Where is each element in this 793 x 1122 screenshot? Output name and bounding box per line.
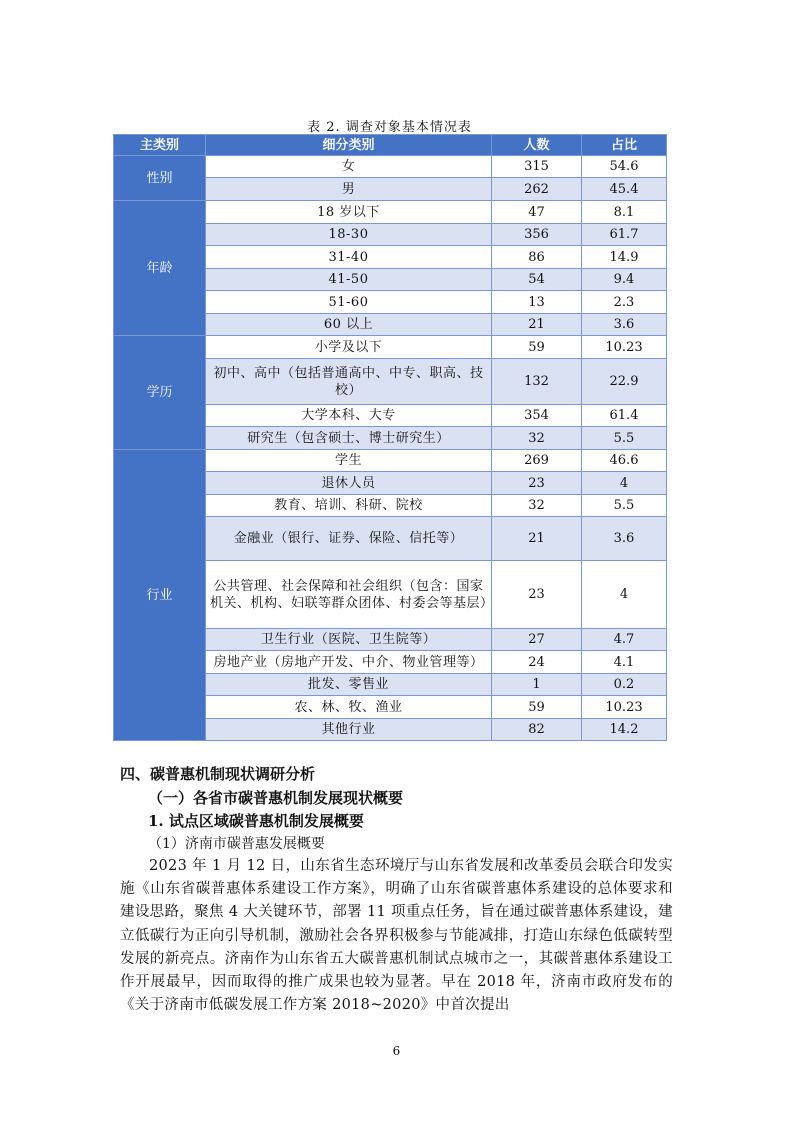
percent-cell: 5.5 — [582, 495, 667, 517]
table-row — [114, 201, 667, 224]
sub-category-cell: 其他行业 — [206, 719, 492, 741]
percent-cell: 4.1 — [582, 651, 667, 674]
sub-category-cell: 农、林、牧、渔业 — [206, 696, 492, 719]
table-row — [114, 336, 667, 359]
percent-cell: 0.2 — [582, 674, 667, 696]
survey-table — [113, 134, 667, 741]
sub-category-cell: 房地产业（房地产开发、中介、物业管理等） — [206, 651, 492, 674]
sub-category-cell: 研究生（包含硕士、博士研究生） — [206, 427, 492, 450]
sub-category-cell: 女 — [206, 156, 492, 178]
count-cell: 24 — [492, 651, 582, 674]
percent-cell: 3.6 — [582, 517, 667, 561]
main-category-cell: 学历 — [114, 336, 206, 450]
count-cell: 32 — [492, 427, 582, 450]
percent-cell: 46.6 — [582, 450, 667, 472]
percent-cell: 4.7 — [582, 629, 667, 651]
main-category-cell: 行业 — [114, 450, 206, 741]
percent-cell: 10.23 — [582, 696, 667, 719]
page-number: 6 — [392, 1044, 401, 1058]
sub-category-cell: 学生 — [206, 450, 492, 472]
header-sub-category: 细分类别 — [206, 135, 492, 156]
percent-cell: 61.7 — [582, 224, 667, 246]
sub-category-cell: 金融业（银行、证券、保险、信托等） — [206, 517, 492, 561]
percent-cell: 14.2 — [582, 719, 667, 741]
count-cell: 1 — [492, 674, 582, 696]
table-row — [114, 450, 667, 472]
count-cell: 23 — [492, 561, 582, 629]
sub-category-cell: 教育、培训、科研、院校 — [206, 495, 492, 517]
table-header-row — [114, 135, 667, 156]
sub-category-cell: 18 岁以下 — [206, 201, 492, 224]
subsection-heading-1: （一）各省市碳普惠机制发展现状概要 — [148, 789, 404, 807]
count-cell: 315 — [492, 156, 582, 178]
sub-category-cell: 退休人员 — [206, 472, 492, 495]
percent-cell: 61.4 — [582, 405, 667, 427]
body-paragraph: 2023 年 1 月 12 日，山东省生态环境厅与山东省发展和改革委员会联合印发实施《山东省碳普惠体系建设工作方案》，明确了山东省碳普惠体系建设的总体要求和建设思路，聚焦 4 大关键环节，部署 11 项重点任务，旨在通过碳普惠体系建设，建立低碳行为正向引导机制，激励社会各界积极参与节能减排，打造山东绿色低碳转型发展的新亮点。济南作为山东省五大碳普惠机制试点城市之一，其碳普惠体系建设工作开展最早，因而取得的推广成果也较为显著。早在 2018 年，济南市政府发布的《关于济南市低碳发展工作方案 2018~2020》中首次提出 — [120, 858, 673, 1014]
count-cell: 82 — [492, 719, 582, 741]
percent-cell: 54.6 — [582, 156, 667, 178]
subsection-heading-2: 1. 试点区域碳普惠机制发展概要 — [148, 812, 364, 830]
subsection-heading-3: （1）济南市碳普惠发展概要 — [148, 836, 325, 852]
count-cell: 21 — [492, 314, 582, 336]
sub-category-cell: 初中、高中（包括普通高中、中专、职高、技校） — [206, 359, 492, 405]
main-category-cell: 性别 — [114, 156, 206, 201]
sub-category-cell: 男 — [206, 178, 492, 201]
percent-cell: 9.4 — [582, 269, 667, 291]
header-main-category: 主类别 — [114, 135, 206, 156]
percent-cell: 4 — [582, 561, 667, 629]
sub-category-cell: 批发、零售业 — [206, 674, 492, 696]
count-cell: 356 — [492, 224, 582, 246]
table-caption: 表 2. 调查对象基本情况表 — [307, 120, 472, 135]
percent-cell: 45.4 — [582, 178, 667, 201]
count-cell: 269 — [492, 450, 582, 472]
count-cell: 13 — [492, 291, 582, 314]
percent-cell: 14.9 — [582, 246, 667, 269]
count-cell: 132 — [492, 359, 582, 405]
count-cell: 59 — [492, 696, 582, 719]
count-cell: 23 — [492, 472, 582, 495]
sub-category-cell: 小学及以下 — [206, 336, 492, 359]
percent-cell: 5.5 — [582, 427, 667, 450]
percent-cell: 22.9 — [582, 359, 667, 405]
count-cell: 59 — [492, 336, 582, 359]
sub-category-cell: 51-60 — [206, 291, 492, 314]
percent-cell: 10.23 — [582, 336, 667, 359]
sub-category-cell: 公共管理、社会保障和社会组织（包含：国家机关、机构、妇联等群众团体、村委会等基层） — [206, 561, 492, 629]
sub-category-cell: 18-30 — [206, 224, 492, 246]
count-cell: 32 — [492, 495, 582, 517]
table-body — [114, 156, 667, 741]
section-heading-4: 四、碳普惠机制现状调研分析 — [120, 765, 316, 783]
count-cell: 262 — [492, 178, 582, 201]
count-cell: 27 — [492, 629, 582, 651]
header-percent: 占比 — [582, 135, 667, 156]
percent-cell: 3.6 — [582, 314, 667, 336]
sub-category-cell: 卫生行业（医院、卫生院等） — [206, 629, 492, 651]
count-cell: 47 — [492, 201, 582, 224]
header-count: 人数 — [492, 135, 582, 156]
percent-cell: 8.1 — [582, 201, 667, 224]
sub-category-cell: 41-50 — [206, 269, 492, 291]
count-cell: 21 — [492, 517, 582, 561]
table-row — [114, 156, 667, 178]
sub-category-cell: 大学本科、大专 — [206, 405, 492, 427]
count-cell: 54 — [492, 269, 582, 291]
count-cell: 86 — [492, 246, 582, 269]
percent-cell: 4 — [582, 472, 667, 495]
count-cell: 354 — [492, 405, 582, 427]
main-category-cell: 年龄 — [114, 201, 206, 336]
sub-category-cell: 60 以上 — [206, 314, 492, 336]
sub-category-cell: 31-40 — [206, 246, 492, 269]
percent-cell: 2.3 — [582, 291, 667, 314]
